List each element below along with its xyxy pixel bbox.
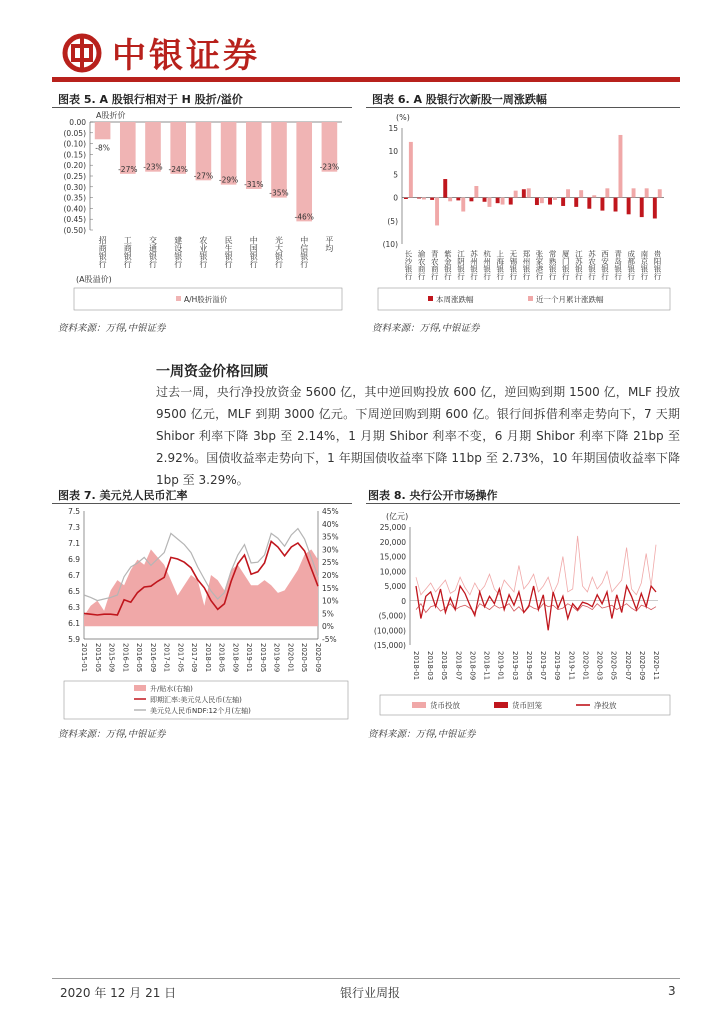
fig8-ylabel: (亿元)	[386, 512, 409, 521]
fig8-ytick: 15,000	[379, 552, 406, 562]
fig8-rule	[366, 503, 680, 504]
fig5-ytick: (0.40)	[63, 204, 86, 214]
fig5-category-label: 建设银行	[173, 236, 183, 268]
section-paragraph: 过去一周，央行净投放资金 5600 亿，其中逆回购投放 600 亿，逆回购到期 1500 亿，MLF 投放 9500 亿元，MLF 到期 3000 亿元。下周逆回购到期 600 亿。银行间拆借利率走势向下，7 天期 Shibor 利率下降 3bp 至 2.14%，1 月期 Shibor 利率不变，6 月期 Shibor 利率下降 21bp 至 2.92%。国债收益率走势向下，1 年期国债收益率下降 11bp 至 2.73%，10 年期国债收益率下降 1bp 至 3.29%。	[156, 385, 680, 487]
fig7-right-tick: 40%	[322, 519, 339, 529]
fig7-left-tick: 6.3	[68, 603, 80, 612]
fig6-bar	[614, 198, 618, 212]
fig5-ylabel-bottom: (A股溢价)	[76, 275, 112, 284]
fig7-left-tick: 6.7	[68, 571, 80, 580]
fig6-bar	[579, 190, 583, 197]
fig7-legend-label: 美元兑人民币NDF:12个月(左轴)	[150, 707, 251, 715]
fig7-right-tick: 30%	[322, 545, 339, 555]
fig7-left-tick: 7.5	[68, 507, 80, 516]
brand-name: 中银证券	[112, 36, 260, 76]
fig6-bar	[514, 191, 518, 198]
fig7-rule	[52, 503, 352, 504]
fig6-bar	[417, 198, 421, 199]
fig7-legend-label: 即期汇率:美元兑人民币(左轴)	[150, 696, 242, 704]
fig6-category-label: 张家港行	[535, 250, 545, 280]
fig7-left-tick: 6.5	[68, 587, 80, 596]
fig5-category-label: 平均	[324, 236, 334, 252]
fig6-bar	[527, 188, 531, 197]
fig5-ytick: (0.05)	[63, 128, 86, 138]
fig6-bar	[640, 198, 644, 217]
fig8-xtick: 2018-03	[426, 651, 435, 681]
fig8-xtick: 2018-11	[482, 651, 491, 681]
fig6-bar	[469, 198, 473, 202]
fig6-ytick: 5	[393, 170, 398, 180]
fig7-xtick: 2017-09	[190, 643, 199, 673]
fig7-xtick: 2019-09	[272, 643, 281, 673]
fig8-xtick: 2019-09	[553, 651, 562, 681]
fig6-bar	[553, 198, 557, 200]
fig8-ytick: 25,000	[379, 523, 406, 532]
fig5-source: 资料来源：万得,中银证券	[58, 323, 166, 334]
fig6-bar	[566, 189, 570, 197]
fig8-legend-swatch	[412, 702, 426, 708]
fig8-legend-label: 货币回笼	[512, 701, 542, 710]
fig8-ytick: 0	[401, 596, 406, 606]
fig5-bar	[271, 122, 287, 198]
fig6-category-label: 上海银行	[495, 250, 505, 280]
fig8-xtick: 2018-05	[440, 651, 449, 681]
fig7-title: 图表 7. 美元兑人民币汇率	[58, 489, 188, 502]
fig7-right-tick: -5%	[322, 635, 337, 644]
fig5-bar	[246, 122, 262, 189]
fig8-ytick: (10,000)	[373, 626, 406, 636]
fig6-category-label: 苏农银行	[587, 250, 597, 280]
fig7-right-tick: 15%	[322, 583, 339, 593]
fig7-right-tick: 10%	[322, 596, 339, 606]
fig7-xtick: 2020-09	[314, 643, 322, 673]
fig6-bar	[496, 198, 500, 204]
fig7-xtick: 2016-09	[148, 643, 157, 673]
fig7-xtick: 2017-05	[176, 643, 185, 673]
fig5-bar-label: -31%	[244, 179, 264, 189]
fig6-category-label: 渝农商行	[417, 250, 427, 280]
fig8-chart	[366, 505, 676, 720]
fig7-xtick: 2015-01	[80, 643, 88, 673]
fig6-category-label: 青岛银行	[613, 250, 623, 280]
fig6-legend-swatch	[428, 296, 433, 301]
fig8-xtick: 2018-09	[468, 651, 477, 681]
header-rule	[52, 77, 680, 82]
fig6-bar	[456, 198, 460, 201]
fig6-bar	[627, 198, 631, 215]
fig8-source: 资料来源：万得,中银证券	[368, 729, 476, 740]
fig6-bar	[509, 198, 513, 205]
fig6-bar	[645, 188, 649, 197]
fig5-category-label: 中信银行	[299, 236, 309, 268]
fig5-title: 图表 5. A 股银行相对于 H 股折/溢价	[58, 93, 243, 106]
fig5-ytick: (0.45)	[63, 215, 86, 225]
fig7-right-tick: 20%	[322, 571, 339, 580]
fig5-legend-label: A/H股折溢价	[184, 295, 228, 304]
fig8-xtick: 2019-01	[496, 651, 505, 681]
fig7-xtick: 2016-01	[121, 643, 130, 673]
fig5-ytick: 0.00	[69, 118, 86, 127]
fig8-legend-swatch	[494, 702, 508, 708]
fig8-ytick: (15,000)	[373, 641, 406, 650]
fig5-category-label: 中国银行	[249, 236, 259, 268]
fig6-bar	[483, 198, 487, 202]
fig6-bar	[422, 198, 426, 200]
fig7-xtick: 2017-01	[162, 643, 171, 673]
fig7-left-tick: 7.1	[68, 539, 80, 548]
fig6-ytick: (10)	[382, 240, 398, 249]
fig8-xtick: 2019-03	[510, 651, 519, 681]
fig5-bar-label: -46%	[294, 212, 314, 222]
fig7-xtick: 2020-01	[286, 643, 295, 673]
fig7-legend-swatch	[134, 685, 146, 691]
fig8-legend-label: 货币投放	[430, 701, 460, 710]
fig5-ytick: (0.30)	[63, 182, 86, 192]
fig6-bar	[474, 186, 478, 198]
fig5-ylabel-top: A股折价	[96, 111, 126, 120]
footer-date: 2020 年 12 月 21 日	[60, 986, 177, 1000]
fig6-category-label: 成都银行	[626, 250, 636, 280]
fig6-rule	[366, 107, 680, 108]
fig6-category-label: 江阴银行	[456, 250, 466, 280]
fig6-category-label: 苏州银行	[469, 250, 479, 280]
fig7-xtick: 2015-05	[93, 643, 102, 673]
section-title: 一周资金价格回顾	[156, 364, 268, 380]
fig6-bar	[653, 198, 657, 219]
fig7-left-tick: 6.1	[68, 619, 80, 628]
fig8-xtick: 2020-03	[595, 651, 604, 681]
fig6-bar	[430, 198, 434, 200]
fig6-ytick: 0	[393, 193, 398, 203]
fig6-source: 资料来源：万得,中银证券	[372, 323, 480, 334]
fig6-category-label: 贵阳银行	[652, 250, 662, 280]
fig5-bar-label: -23%	[319, 162, 340, 172]
fig7-left-tick: 5.9	[68, 635, 80, 644]
fig5-category-label: 交通银行	[148, 236, 158, 268]
fig6-bar	[587, 198, 591, 209]
fig8-xtick: 2020-01	[581, 651, 590, 681]
fig8-ytick: (5,000)	[378, 611, 406, 621]
fig5-bar-label: -27%	[193, 171, 214, 181]
fig8-xtick: 2018-07	[454, 651, 463, 681]
fig6-category-label: 西安银行	[600, 250, 610, 280]
fig7-xtick: 2019-05	[258, 643, 267, 673]
fig5-category-label: 光大银行	[274, 236, 284, 268]
fig7-xtick: 2018-09	[231, 643, 240, 673]
fig8-xtick: 2020-05	[609, 651, 618, 681]
fig6-category-label: 杭州银行	[482, 250, 492, 280]
fig6-category-label: 厦门银行	[561, 250, 571, 280]
fig7-source: 资料来源：万得,中银证券	[58, 729, 166, 740]
fig7-line-ndf	[84, 529, 318, 601]
fig6-chart	[366, 110, 676, 315]
fig6-bar	[592, 195, 596, 197]
fig5-bar-label: -29%	[218, 175, 239, 185]
fig6-bar	[409, 142, 413, 198]
fig6-category-label: 郑州银行	[521, 250, 531, 280]
fig7-right-tick: 5%	[322, 609, 334, 619]
fig5-ytick: (0.20)	[63, 161, 86, 171]
fig6-bar	[522, 189, 526, 197]
fig6-category-label: 无锡银行	[508, 250, 518, 280]
fig6-bar	[448, 198, 452, 202]
fig7-right-tick: 25%	[322, 558, 339, 568]
fig8-xtick: 2019-11	[567, 651, 576, 681]
fig6-bar	[632, 188, 636, 197]
fig7-xtick: 2016-05	[135, 643, 144, 673]
fig6-legend-swatch	[528, 296, 533, 301]
fig5-ytick: (0.50)	[63, 226, 86, 235]
fig8-series-injection	[416, 536, 656, 595]
fig6-category-label: 常熟银行	[548, 250, 558, 280]
fig7-right-tick: 45%	[322, 507, 339, 516]
fig8-title: 图表 8. 央行公开市场操作	[368, 489, 498, 502]
fig7-chart	[56, 505, 354, 720]
fig6-bar	[540, 198, 544, 204]
fig5-bar	[296, 122, 312, 221]
fig7-xtick: 2018-05	[217, 643, 226, 673]
fig5-category-label: 民生银行	[224, 236, 234, 268]
fig7-xtick: 2018-01	[203, 643, 212, 673]
fig8-ytick: 10,000	[379, 567, 406, 577]
fig6-title: 图表 6. A 股银行次新股一周涨跌幅	[372, 93, 547, 106]
fig5-ytick: (0.15)	[63, 150, 86, 160]
fig5-chart	[56, 110, 354, 315]
fig8-xtick: 2020-07	[623, 651, 632, 681]
fig8-xtick: 2020-09	[637, 651, 646, 681]
fig7-left-tick: 7.3	[68, 523, 80, 532]
fig6-legend-box	[378, 288, 670, 310]
fig5-category-label: 招商银行	[98, 236, 108, 268]
fig6-bar	[548, 198, 552, 205]
fig6-bar	[404, 198, 408, 199]
fig7-xtick: 2020-05	[300, 643, 309, 673]
fig5-category-label: 农业银行	[198, 236, 208, 268]
fig5-bar	[95, 122, 111, 139]
fig8-xtick: 2018-01	[412, 651, 420, 681]
fig6-category-label: 长沙银行	[404, 250, 414, 280]
fig6-bar	[605, 188, 609, 197]
fig6-bar	[561, 198, 565, 206]
fig5-category-label: 工商银行	[123, 236, 133, 268]
fig6-ytick: 10	[388, 147, 398, 157]
fig5-ytick: (0.35)	[63, 193, 86, 203]
fig8-ytick: 5,000	[384, 582, 406, 591]
fig7-xtick: 2019-01	[245, 643, 254, 673]
fig6-category-label: 紫金银行	[443, 250, 453, 280]
fig5-legend-swatch	[176, 296, 181, 301]
fig7-right-tick: 35%	[322, 532, 339, 542]
fig6-bar	[501, 198, 505, 205]
fig6-bar	[443, 179, 447, 198]
fig5-rule	[52, 107, 352, 108]
fig6-ylabel: (%)	[396, 113, 410, 122]
fig7-xtick: 2015-09	[107, 643, 116, 673]
fig6-bar	[487, 198, 491, 207]
fig8-legend-label: 净投放	[594, 701, 617, 710]
fig6-ytick: 15	[388, 124, 398, 133]
fig6-bar	[435, 198, 439, 226]
fig5-bar-label: -8%	[95, 143, 110, 153]
fig6-legend-label: 近一个月累计涨跌幅	[536, 295, 604, 304]
fig6-bar	[535, 198, 539, 205]
fig6-ytick: (5)	[387, 216, 398, 226]
fig6-bar	[461, 198, 465, 212]
fig6-bar	[600, 198, 604, 211]
fig8-xtick: 2019-05	[524, 651, 533, 681]
footer-rule	[52, 978, 680, 979]
fig5-ytick: (0.10)	[63, 139, 86, 149]
fig6-category-label: 江苏银行	[574, 250, 584, 280]
fig8-xtick: 2019-07	[539, 651, 548, 681]
fig8-xtick: 2020-11	[652, 651, 660, 681]
fig7-area-premium	[84, 549, 318, 626]
fig6-legend-label: 本周涨跌幅	[436, 295, 474, 304]
fig6-category-label: 青农商行	[430, 250, 440, 280]
fig8-ytick: 20,000	[379, 537, 406, 547]
fig6-category-label: 南京银行	[639, 250, 649, 280]
fig5-bar-label: -24%	[168, 164, 188, 174]
fig7-right-tick: 0%	[322, 622, 334, 632]
footer-page: 3	[668, 984, 676, 998]
fig5-bar-label: -23%	[143, 162, 163, 172]
fig7-left-tick: 6.9	[68, 555, 80, 564]
fig6-bar	[618, 135, 622, 198]
bank-of-china-logo	[62, 33, 102, 73]
footer-title: 银行业周报	[339, 986, 400, 1000]
fig6-bar	[574, 198, 578, 207]
fig5-ytick: (0.25)	[63, 172, 86, 181]
fig7-legend-label: 升/贴水(右轴)	[150, 685, 193, 693]
fig6-bar	[658, 189, 662, 197]
fig5-bar-label: -35%	[269, 188, 289, 198]
fig5-bar-label: -27%	[118, 164, 138, 174]
